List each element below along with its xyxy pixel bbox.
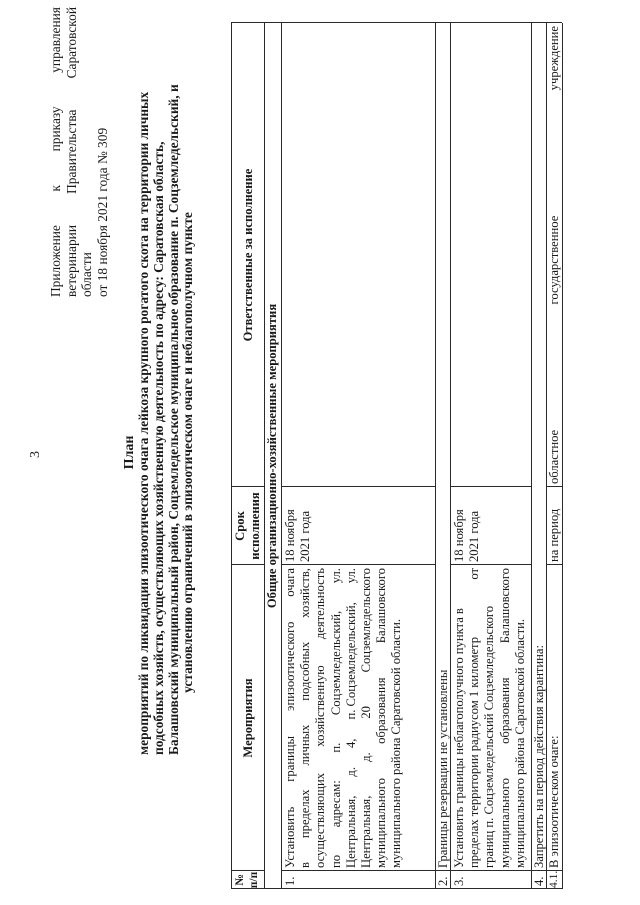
appendix-word: к	[48, 185, 63, 192]
header-deadline-line: исполнения	[248, 492, 263, 560]
header-number-line: п/п	[248, 871, 260, 889]
activity-word: осуществляющих	[313, 772, 328, 868]
activity-line	[298, 568, 313, 868]
table-column-rule	[281, 870, 562, 871]
activity-word: муниципального	[497, 778, 512, 868]
subtitle-line: установлению ограничений в эпизоотическом очаге и неблагополучном пункте	[180, 212, 196, 693]
responsible-word: учреждение	[547, 26, 561, 91]
activity-word: образования	[497, 677, 512, 744]
activity-line: муниципального района Саратовской области.	[512, 619, 527, 868]
appendix-word: Правительства	[63, 109, 79, 194]
table-border-top	[231, 23, 232, 889]
row-activity	[283, 568, 405, 868]
activity-word: ул.	[343, 568, 358, 584]
activity-word: ул.	[328, 568, 343, 584]
table-column-rule	[281, 564, 435, 565]
header-deadline	[233, 487, 263, 565]
activity-word: Соцземледельский,	[328, 610, 343, 716]
appendix-line	[64, 7, 80, 297]
activity-word: Балашовского	[374, 568, 389, 644]
activity-line	[329, 568, 344, 868]
activity-word: п. Соцземледельский,	[343, 602, 358, 720]
activity-word: по	[328, 854, 343, 868]
table-rule	[281, 23, 282, 889]
row-responsible	[547, 26, 562, 484]
activity-line	[344, 568, 359, 868]
header-number-line: №	[234, 874, 246, 886]
activity-word: личных	[298, 724, 313, 766]
document-subtitle	[136, 84, 196, 755]
table-column-rule	[450, 564, 531, 565]
appendix-block	[48, 7, 110, 297]
table-column-rule	[546, 564, 562, 565]
activity-word: Центральная,	[359, 795, 374, 868]
activity-word: д.	[359, 752, 374, 762]
activity-line: муниципального района Саратовской области.	[389, 619, 404, 868]
activity-word: пределах	[298, 789, 313, 839]
activity-word: Соцземледельского	[359, 568, 374, 673]
table-border-right	[231, 22, 562, 23]
appendix-word: приказу	[48, 106, 63, 152]
activity-word: Балашовского	[497, 568, 512, 644]
activity-line	[498, 568, 513, 868]
activity-word: хозяйственную	[313, 665, 328, 747]
responsible-word: областное	[547, 429, 561, 484]
deadline-line: 18 ноября	[452, 509, 466, 562]
subtitle-line: Балашовский муниципальный район, Соцземледельское муниципальное образование п. Соцземледельский, и	[165, 84, 181, 755]
row-number: 4.1.	[548, 870, 560, 888]
activity-word: хозяйств,	[298, 568, 313, 618]
row-activity: Границы резервации не установлены	[436, 669, 450, 868]
activity-line	[467, 568, 482, 868]
header-activity: Мероприятия	[241, 678, 255, 758]
page-number: 3	[28, 451, 43, 458]
deadline-line: 2021 года	[298, 510, 313, 562]
activity-line: границ п. Соцземледельский Соцземледельского	[482, 605, 497, 868]
row-activity: Запретить на период действия карантина:	[532, 644, 546, 868]
deadline-line: 2021 года	[467, 510, 482, 562]
appendix-line: от 18 ноября 2021 года № 309	[94, 127, 110, 297]
appendix-word: управления	[48, 7, 63, 73]
activity-word: Центральная,	[343, 795, 358, 868]
activity-line	[374, 568, 389, 868]
appendix-word: Приложение	[48, 225, 63, 297]
document-title: План	[122, 435, 137, 470]
row-number: 1.	[283, 876, 297, 886]
row-deadline: на период	[547, 508, 561, 562]
activity-line: Установить границы неблагополучного пункта в	[452, 608, 466, 868]
row-deadline	[452, 509, 482, 562]
appendix-line: области	[79, 252, 94, 297]
appendix-line	[48, 7, 64, 297]
activity-word: пределах территории радиусом 1 километр	[467, 636, 482, 868]
table-border-left	[231, 888, 562, 889]
row-number: 4.	[532, 876, 546, 886]
activity-word: муниципального	[374, 778, 389, 868]
subtitle-line: мероприятий по ликвидации эпизоотического очага лейкоза крупного рогатого скота на территории личных	[136, 91, 151, 755]
activity-word: д.	[343, 767, 358, 777]
activity-word: 20	[359, 706, 374, 719]
activity-word: образования	[374, 677, 389, 744]
activity-line	[283, 568, 298, 868]
header-deadline-line: Срок	[233, 511, 247, 541]
activity-word: Установить	[283, 806, 297, 868]
header-number	[233, 871, 261, 889]
row-deadline	[283, 509, 313, 562]
responsible-word: государственное	[547, 215, 561, 305]
appendix-word: ветеринарии	[63, 225, 79, 297]
row-number: 3.	[452, 876, 466, 886]
activity-line	[359, 568, 374, 868]
header-responsible: Ответственные за исполнение	[241, 168, 255, 342]
appendix-word: Саратовской	[63, 7, 79, 79]
activity-word: 4,	[343, 738, 358, 748]
activity-word: деятельность	[313, 568, 328, 640]
activity-word: эпизоотического	[283, 621, 297, 711]
table-column-rule	[281, 486, 435, 487]
activity-word: границы	[283, 736, 297, 782]
table-column-rule	[450, 486, 531, 487]
deadline-line: 18 ноября	[283, 509, 297, 562]
row-activity	[452, 568, 528, 868]
activity-word: от	[467, 568, 482, 580]
row-activity: В эпизоотическом очаге:	[547, 735, 561, 868]
activity-word: очага	[283, 568, 297, 597]
section-title: Общие организационно-хозяйственные мероприятия	[265, 303, 279, 609]
activity-word: п.	[328, 742, 343, 753]
activity-word: в	[298, 862, 313, 868]
activity-word: адресам:	[328, 780, 343, 828]
row-number: 2.	[436, 876, 450, 886]
activity-word: подсобных	[298, 641, 313, 701]
subtitle-line: подсобных хозяйств, осуществляющих хозяйственную деятельность по адресу: Саратовская область,	[150, 141, 166, 755]
activity-line	[313, 568, 328, 868]
table-column-rule	[546, 486, 562, 487]
